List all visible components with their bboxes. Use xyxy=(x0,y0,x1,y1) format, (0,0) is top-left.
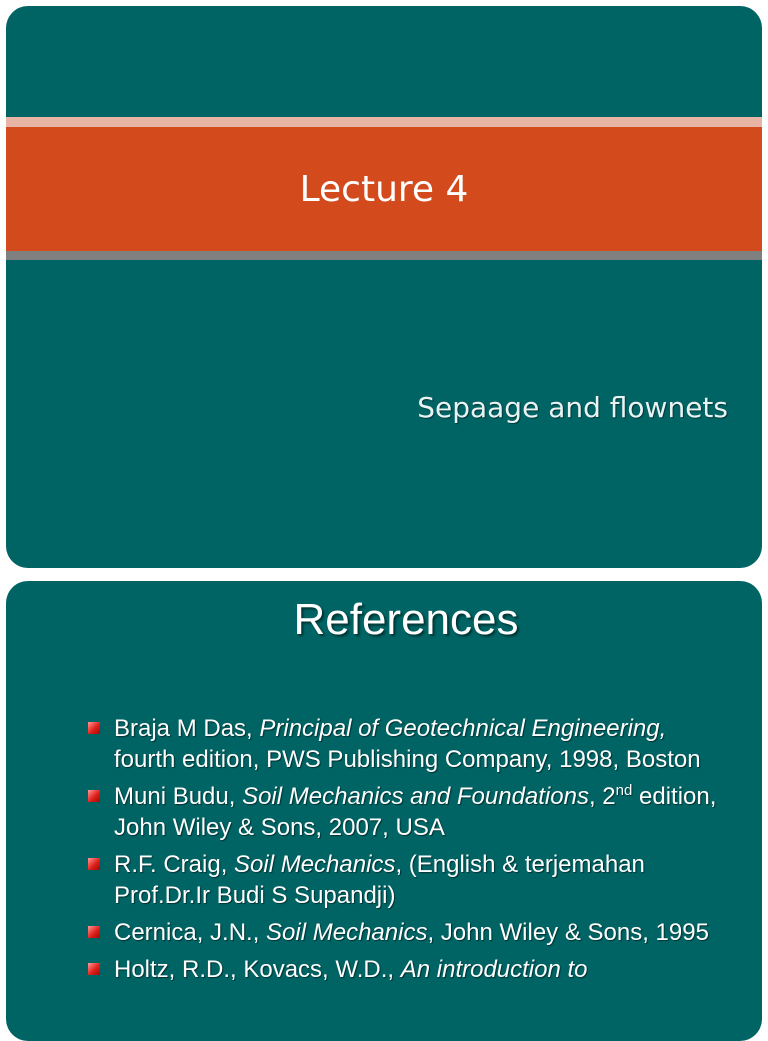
reference-author: Holtz, R.D., Kovacs, W.D., xyxy=(114,956,401,983)
reference-book-title: Soil Mechanics xyxy=(266,919,428,946)
reference-item xyxy=(88,917,728,948)
lecture-title: Lecture 4 xyxy=(299,168,469,210)
reference-book-title: An introduction to xyxy=(400,956,588,983)
reference-details-cont: edition, John Wiley & Sons, 2007, USA xyxy=(114,783,717,841)
title-band-top-stripe xyxy=(6,117,762,127)
square-bullet-icon xyxy=(88,790,100,802)
reference-author: Cernica, J.N., xyxy=(114,919,267,946)
reference-book-title: Principal of Geotechnical Engineering, xyxy=(259,715,667,742)
reference-book-title: Soil Mechanics xyxy=(234,851,396,878)
reference-author: Muni Budu, xyxy=(114,783,243,810)
reference-author: Braja M Das, xyxy=(114,715,260,742)
references-slide xyxy=(6,581,762,1041)
square-bullet-icon xyxy=(88,722,100,734)
square-bullet-icon xyxy=(88,963,100,975)
title-band-bottom-stripe xyxy=(6,251,762,260)
title-slide xyxy=(6,6,762,568)
square-bullet-icon xyxy=(88,858,100,870)
references-title: References xyxy=(293,595,519,644)
references-list xyxy=(88,713,728,991)
reference-details: fourth edition, PWS Publishing Company, 1998, Boston xyxy=(114,746,701,773)
reference-item xyxy=(88,954,728,985)
reference-details: , 2 xyxy=(588,783,616,810)
square-bullet-icon xyxy=(88,926,100,938)
lecture-subtitle: Sepaage and flownets xyxy=(417,391,728,424)
reference-superscript: nd xyxy=(615,782,633,799)
reference-details: , (English & terjemahan Prof.Dr.Ir Budi S Supandji) xyxy=(114,851,645,909)
reference-item xyxy=(88,781,728,843)
reference-item xyxy=(88,713,728,775)
reference-details: , John Wiley & Sons, 1995 xyxy=(427,919,709,946)
reference-author: R.F. Craig, xyxy=(114,851,235,878)
reference-item xyxy=(88,849,728,911)
reference-book-title: Soil Mechanics and Foundations xyxy=(242,783,589,810)
